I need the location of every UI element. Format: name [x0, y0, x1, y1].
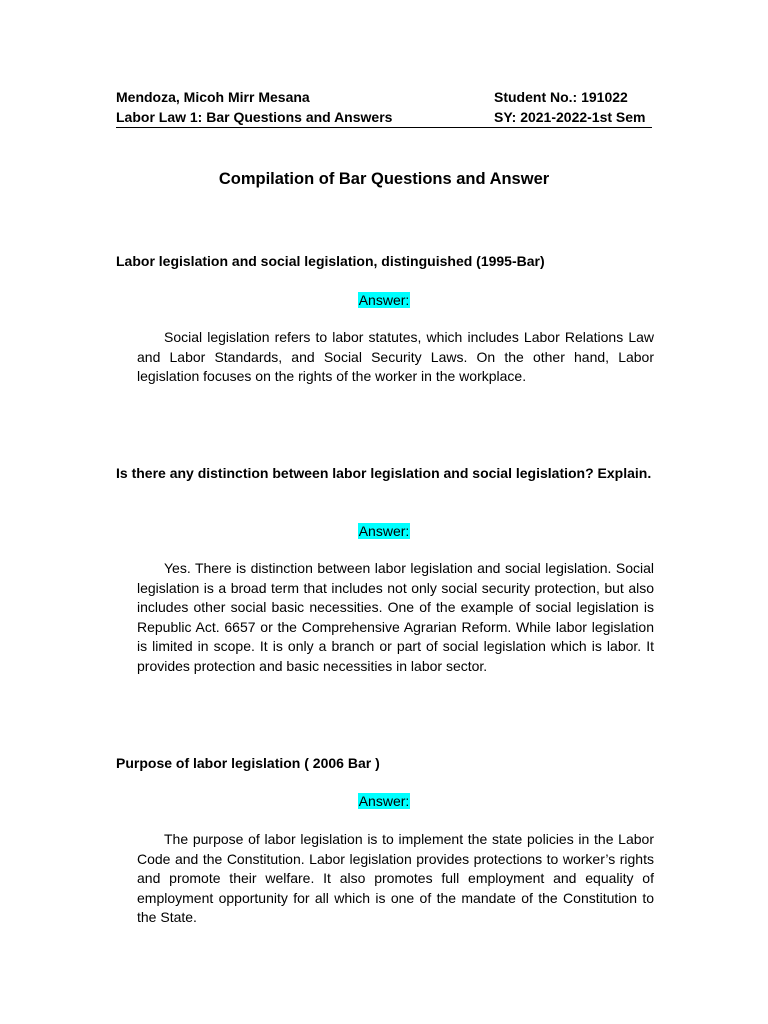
- school-year: SY: 2021-2022-1st Sem: [494, 109, 646, 125]
- answer-1: Social legislation refers to labor statutes, which includes Labor Relations Law and Labor Standards, and Social Security Laws. On the other hand, Labor legislation focuses on the rights of the worker in the workplace.: [137, 329, 654, 384]
- question-3: Purpose of labor legislation ( 2006 Bar ): [116, 755, 380, 771]
- answer-highlight-3: Answer:: [358, 793, 410, 809]
- document-title: Compilation of Bar Questions and Answer: [218, 170, 550, 188]
- answer-2: Yes. There is distinction between labor legislation and social legislation. Social legislation is a broad term that includes not only social security protection, but also includes other social basic necessities. One of the example of social legislation is Republic Act. 6657 or the Comprehensive Agrarian Reform. While labor legislation is limited in scope. It is only a branch or part of social legislation which is labor. It provides protection and basic necessities in labor sector.: [137, 560, 654, 674]
- answer-label-1: [0, 290, 768, 310]
- answer-highlight-2: Answer:: [358, 523, 410, 539]
- question-1: Labor legislation and social legislation, distinguished (1995-Bar): [116, 253, 545, 269]
- document-header: [116, 87, 652, 127]
- header-divider: [116, 127, 652, 128]
- student-number: Student No.: 191022: [494, 89, 628, 105]
- course-title: Labor Law 1: Bar Questions and Answers: [116, 109, 393, 125]
- answer-highlight-1: Answer:: [358, 292, 410, 308]
- question-2: Is there any distinction between labor legislation and social legislation? Explain.: [116, 465, 652, 481]
- answer-label-3: [0, 791, 768, 811]
- answer-3: The purpose of labor legislation is to implement the state policies in the Labor Code and the Constitution. Labor legislation provides protections to worker’s rights and promote their welfare. It also promotes full employment and equality of employment opportunity for all which is one of the mandate of the Constitution to the State.: [137, 831, 654, 925]
- answer-label-2: [0, 521, 768, 541]
- student-name: Mendoza, Micoh Mirr Mesana: [116, 89, 310, 105]
